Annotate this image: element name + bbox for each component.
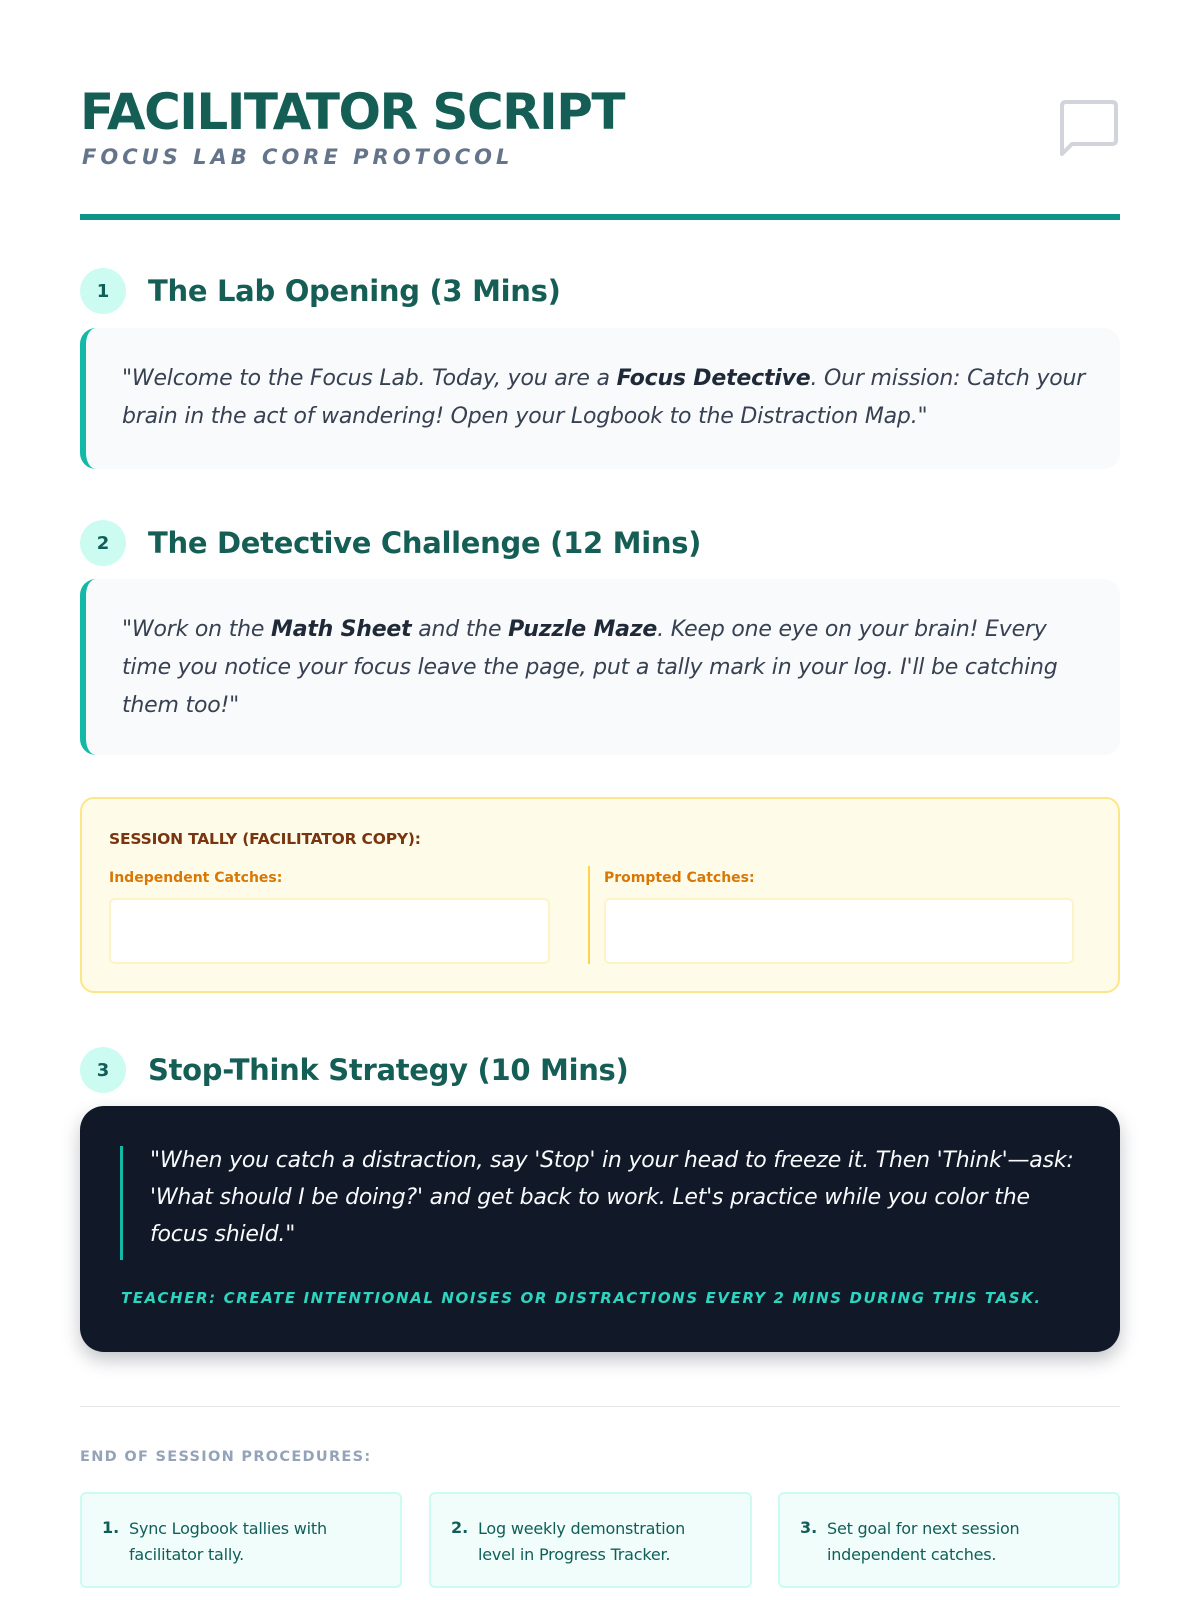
procedure-text: Set goal for next session independent catches. <box>827 1519 1020 1564</box>
section-1-heading <box>80 268 1120 316</box>
session-tally-box <box>80 797 1120 993</box>
teacher-note: TEACHER: CREATE INTENTIONAL NOISES OR DISTRACTIONS EVERY 2 MINS DURING THIS TASK. <box>121 1289 1042 1307</box>
procedure-number: 3. <box>800 1518 818 1537</box>
tally-title: SESSION TALLY (FACILITATOR COPY): <box>109 830 421 848</box>
page-header <box>80 78 1120 218</box>
section-title: Stop-Think Strategy (10 Mins) <box>148 1053 629 1087</box>
independent-catches-field[interactable] <box>109 898 550 964</box>
section-number-badge: 1 <box>80 268 126 314</box>
procedure-number: 1. <box>102 1518 120 1537</box>
facilitator-script-page <box>80 0 1120 1600</box>
procedure-text: Sync Logbook tallies with facilitator tally. <box>129 1519 327 1564</box>
quote-accent-bar <box>120 1146 123 1260</box>
section-2-script-card <box>80 579 1120 755</box>
section-3-heading <box>80 1047 1120 1095</box>
independent-catches-label: Independent Catches: <box>109 870 283 886</box>
stop-think-strategy-card <box>80 1106 1120 1352</box>
procedure-card <box>80 1492 402 1588</box>
header-rule <box>80 214 1120 220</box>
section-2-heading <box>80 520 1120 568</box>
section-title: The Detective Challenge (12 Mins) <box>148 526 702 560</box>
section-title: The Lab Opening (3 Mins) <box>148 274 561 308</box>
script-quote: "Work on the Math Sheet and the Puzzle Maze. Keep one eye on your brain! Every time you notice your focus leave the page, put a tally mark in your log. I'll be catching them too!" <box>122 617 1058 718</box>
procedure-number: 2. <box>451 1518 469 1537</box>
procedures-divider <box>80 1406 1120 1407</box>
prompted-catches-field[interactable] <box>604 898 1074 964</box>
script-quote: "Welcome to the Focus Lab. Today, you are a Focus Detective. Our mission: Catch your brain in the act of wandering! Open your Logbook to the Distraction Map." <box>122 366 1086 429</box>
section-1-script-card <box>80 328 1120 469</box>
section-number-badge: 3 <box>80 1047 126 1093</box>
procedure-card <box>429 1492 752 1588</box>
chat-bubble-icon <box>1056 96 1120 160</box>
procedures-heading: END OF SESSION PROCEDURES: <box>80 1449 372 1465</box>
script-quote: "When you catch a distraction, say 'Stop' in your head to freeze it. Then 'Think'—ask: 'What should I be doing?' and get back to work. Let's practice while you color the focus shield." <box>150 1148 1074 1247</box>
procedure-card <box>778 1492 1120 1588</box>
prompted-catches-label: Prompted Catches: <box>604 870 755 886</box>
procedure-text: Log weekly demonstration level in Progress Tracker. <box>478 1519 686 1564</box>
page-subtitle: FOCUS LAB CORE PROTOCOL <box>82 145 514 169</box>
page-title: FACILITATOR SCRIPT <box>80 83 624 141</box>
section-number-badge: 2 <box>80 520 126 566</box>
tally-divider <box>588 866 590 964</box>
